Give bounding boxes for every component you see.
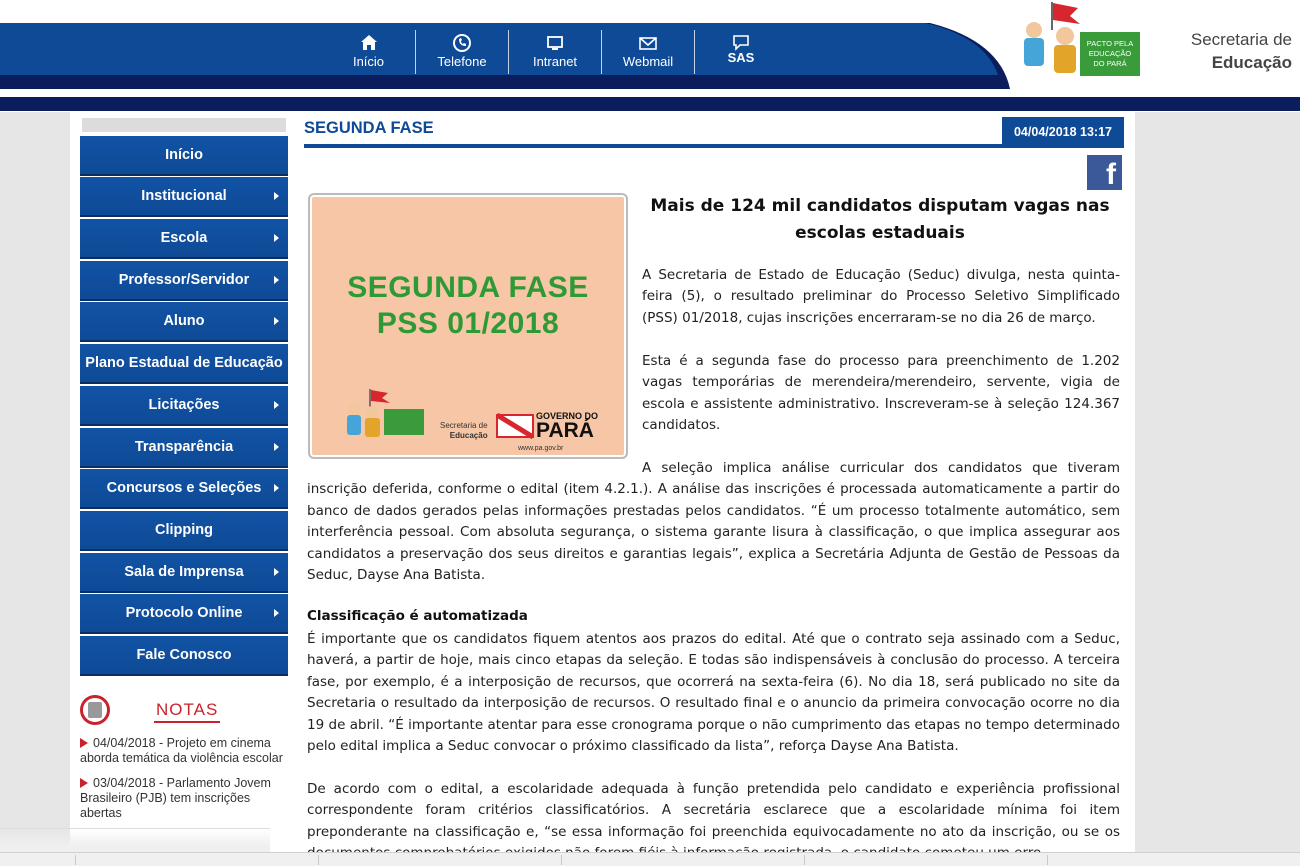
nav-label: Intranet [532, 54, 578, 69]
banner-line1: SEGUNDA FASE [347, 271, 589, 304]
sidebar-item-label: Institucional [141, 188, 227, 205]
sidebar-item-label: Protocolo Online [125, 605, 243, 622]
sidebar-item-label: Clipping [155, 521, 213, 538]
article-paragraph: A Secretaria de Estado de Educação (Seduc) divulga, nesta quinta-feira (5), o resultado preliminar do Processo Seletivo Simplificado (PSS) 01/2018, cujas inscrições encerraram-se no dia 26 de março. [642, 267, 1120, 326]
sidebar-item-6[interactable] [80, 386, 288, 424]
chevron-right-icon [274, 401, 279, 409]
article-headline: Mais de 124 mil candidatos disputam vagas nas escolas estaduais [650, 196, 1110, 243]
article-paragraph: A seleção implica análise curricular dos candidatos que tiveram inscrição deferida, conforme o edital (item 4.2.1.). A análise das inscrições é processada automaticamente a partir do banco de dados gerados pelas informações prestadas pelos candidatos. “É um processo totalmente automático, sem interferência pessoal. Com absoluta segurança, o sistema garante lisura à classificação, o que implica assegurar aos candidatos a preservação dos seus direitos e garantias legais”, explica a Secretária Adjunta de Gestão de Pessoas da Seduc, Dayse Ana Batista. [307, 460, 1120, 584]
notas-section [80, 694, 288, 821]
sidebar-item-5[interactable] [80, 344, 288, 382]
monitor-icon [545, 33, 565, 53]
article-subtitle: Classificação é automatizada [307, 608, 528, 624]
notas-header [80, 694, 288, 726]
article-paragraph: Esta é a segunda fase do processo para preenchimento de 1.202 vagas temporárias de merendeira/merendeiro, servente, vigia de escola e assistente administrativo. Inscreveram-se à seleção 124.367 candidatos. [642, 353, 1120, 434]
nav-label: Telefone [437, 54, 487, 69]
sidebar-top-strip [82, 118, 286, 132]
sidebar-item-label: Sala de Imprensa [124, 563, 244, 580]
banner-governo: GOVERNO DO PARÁ [536, 411, 599, 442]
notas-title: NOTAS [154, 700, 220, 723]
facebook-glyph: f [1106, 158, 1116, 191]
sidebar-item-9[interactable] [80, 511, 288, 549]
sidebar-item-10[interactable] [80, 553, 288, 591]
sidebar-item-label: Fale Conosco [136, 646, 232, 663]
sidebar-item-7[interactable] [80, 428, 288, 466]
sidebar-item-4[interactable] [80, 302, 288, 340]
banner-url: www.pa.gov.br [518, 445, 564, 452]
secretaria-line1: Secretaria de [1190, 30, 1292, 49]
sidebar-item-12[interactable] [80, 636, 288, 674]
sidebar-item-label: Escola [160, 230, 208, 247]
chevron-right-icon [274, 276, 279, 284]
sidebar-item-label: Início [165, 146, 203, 163]
chevron-right-icon [274, 609, 279, 617]
sidebar-item-label: Licitações [148, 396, 220, 413]
banner-secretaria: Secretaria de Educação [440, 421, 488, 440]
sidebar-item-2[interactable] [80, 219, 288, 257]
nota-item[interactable] [80, 776, 288, 821]
facebook-share-icon[interactable] [1087, 155, 1122, 190]
date-badge: 04/04/2018 13:17 [1002, 117, 1124, 147]
nav-webmail[interactable] [601, 30, 694, 74]
site-header [0, 0, 1300, 112]
section-title: SEGUNDA FASE [304, 119, 434, 137]
nav-sas[interactable] [694, 30, 787, 74]
nota-text: 03/04/2018 - Parlamento Jovem Brasileiro (PJB) tem inscrições abertas [80, 776, 271, 820]
pacto-line: EDUCAÇÃO [1088, 49, 1132, 58]
header-bottom-bar [0, 97, 1300, 111]
home-icon [359, 33, 379, 53]
chevron-right-icon [274, 317, 279, 325]
sidebar-item-label: Professor/Servidor [118, 271, 250, 288]
secretaria-logo[interactable] [1191, 30, 1292, 73]
article-header [304, 116, 1124, 148]
sidebar-item-1[interactable] [80, 177, 288, 215]
bullet-arrow-icon [80, 778, 88, 788]
pacto-pela-educacao-logo [1010, 0, 1145, 84]
sidebar-item-3[interactable] [80, 261, 288, 299]
nav-label: Início [352, 54, 385, 69]
nota-text: 04/04/2018 - Projeto em cinema aborda temática da violência escolar [80, 736, 283, 765]
sidebar-item-label: Concursos e Seleções [106, 480, 262, 497]
sidebar-item-0[interactable] [80, 136, 288, 174]
sidebar-item-label: Aluno [163, 313, 205, 330]
sidebar-menu [80, 118, 288, 674]
article-banner-image [308, 193, 628, 459]
section-header [304, 116, 1124, 148]
chevron-right-icon [274, 234, 279, 242]
article-paragraph: De acordo com o edital, a escolaridade adequada à função pretendida pelo candidato e experiência profissional correspondente foram critérios classificatórios. A secretária esclarece que a escolaridade mínima foi item preponderante na classificação e, “se essa informação foi preenchida equivocadamente no ato da inscrição, ou se os [307, 781, 1120, 840]
phone-icon [452, 33, 472, 53]
chevron-right-icon [274, 443, 279, 451]
mail-icon [638, 33, 658, 53]
nav-telefone[interactable] [415, 30, 508, 74]
bullet-arrow-icon [80, 738, 88, 748]
sidebar-item-label: Transparência [134, 438, 234, 455]
pacto-line: DO PARÁ [1093, 59, 1127, 68]
article-paragraph: É importante que os candidatos fiquem atentos aos prazos do edital. Até que o contrato seja assinado com a Seduc, haverá, a partir de hoje, mais cinco etapas da seleção. E todas são indispensáveis à conclusão do processo. A terceira fase, por exemplo, é a interposição de recursos, que ocorrerá na sexta-feira (6). No dia 18, será publicado no site da Secretaria o resultado da interposição de recursos. O resultado final e o anuncio da primeira convocação ocorre no dia 19 de abril. “É importante atentar para esse cronograma porque o não cumprimento das etapas no tempo determinado pelo edital implica a Seduc convocar o próximo classificado da lista”, reforça Dayse Ana Batista. [307, 631, 1120, 755]
sidebar-item-8[interactable] [80, 469, 288, 507]
chevron-right-icon [274, 484, 279, 492]
horizontal-scrollbar[interactable] [0, 852, 1300, 866]
secretaria-line2: Educação [1211, 53, 1292, 72]
nav-inicio[interactable] [322, 30, 415, 74]
sidebar-item-11[interactable] [80, 594, 288, 632]
nav-label: SAS [727, 50, 755, 65]
chevron-right-icon [274, 192, 279, 200]
nota-item[interactable] [80, 736, 288, 766]
nav-intranet[interactable] [508, 30, 601, 74]
banner-line2: PSS 01/2018 [376, 307, 560, 340]
sidebar-item-label: Plano Estadual de Educação [85, 355, 283, 372]
top-nav [322, 30, 787, 74]
chevron-right-icon [274, 568, 279, 576]
notas-icon [80, 695, 110, 725]
nav-label: Webmail [622, 54, 674, 69]
pacto-line: PACTO PELA [1086, 39, 1134, 48]
